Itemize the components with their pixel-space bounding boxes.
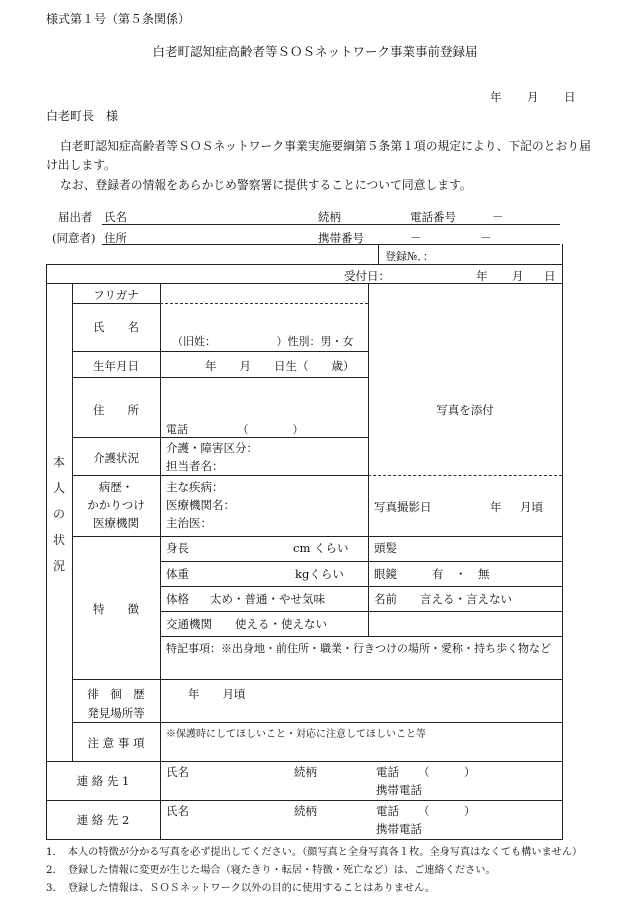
contact-2-mobile[interactable]: 携帯電話	[376, 822, 422, 836]
address-bottom	[72, 437, 368, 438]
form-title: 白老町認知症高齢者等ＳＯＳネットワーク事業事前登録届	[152, 44, 478, 59]
caution-bottom	[46, 761, 563, 762]
address-phone[interactable]: 電話 （ ）	[166, 423, 304, 436]
birth-label: 生年月日	[93, 359, 139, 373]
applicant-mobile-dash-2: －	[480, 231, 492, 245]
contact-2-label: 連 絡 先 2	[76, 813, 130, 827]
contact-2-relation[interactable]: 続柄	[294, 804, 317, 818]
contact-1-label: 連 絡 先 1	[76, 774, 130, 788]
name-bottom	[72, 351, 368, 352]
glasses-value[interactable]: 有 ・ 無	[432, 567, 490, 581]
photo-area[interactable]	[369, 284, 562, 474]
date-day: 日	[564, 90, 576, 104]
wander-bottom	[72, 722, 563, 723]
applicant-phone-label: 電話番号	[410, 210, 456, 224]
hair-label[interactable]: 頭髪	[374, 541, 397, 555]
care-line-2[interactable]: 担当者名：	[166, 459, 224, 473]
contact-2-phone[interactable]: 電話	[376, 804, 399, 818]
registration-number: 登録№．：	[385, 250, 434, 263]
height-bottom	[160, 561, 563, 562]
name-label: 氏 名	[93, 320, 139, 334]
intro-line-3: なお、登録者の情報をあらかじめ警察署に提供することについて同意します。	[60, 178, 472, 192]
build-label: 体格	[166, 592, 189, 606]
height-label: 身長	[166, 541, 189, 555]
medical-label-2: かかりつけ	[87, 498, 145, 512]
footnote-2: 2． 登録した情報に変更が生じた場合（寝たきり・転居・特徴・死亡など）は、ご連絡ください。	[46, 865, 496, 876]
wander-label-1: 徘 徊 歴	[87, 687, 145, 701]
received-month: 月	[512, 269, 524, 283]
care-bottom	[72, 475, 368, 476]
form-id: 様式第１号（第５条関係）	[46, 12, 191, 26]
applicant-phone-dash: －	[492, 210, 504, 224]
received-label: 受付日：	[344, 269, 390, 283]
received-day: 日	[544, 269, 556, 283]
transit-bottom	[160, 636, 563, 637]
furigana-bottom	[72, 303, 160, 304]
medical-bottom	[72, 536, 563, 537]
reg-box-right	[562, 244, 563, 264]
reg-box-left	[378, 244, 379, 264]
applicant-name-line[interactable]	[102, 224, 560, 225]
medical-label-3: 医療機関	[93, 516, 139, 530]
photo-date-label: 写真撮影日	[374, 500, 432, 514]
intro-line-2: け出します。	[46, 158, 116, 172]
weight-label: 体重	[166, 567, 189, 581]
contact-1-mobile[interactable]: 携帯電話	[376, 783, 422, 797]
features-notes[interactable]: 特記事項：※出身地・前住所・職業・行きつけの場所・愛称・持ち歩く物など	[166, 642, 551, 655]
features-bottom	[72, 679, 563, 680]
contact-1-paren[interactable]: （ ）	[418, 765, 476, 779]
medical-label-1: 病歴・	[98, 480, 134, 494]
name-value[interactable]: （旧姓： ）性別：男・女	[172, 335, 354, 348]
furigana-input[interactable]	[162, 284, 366, 302]
name-say-value[interactable]: 言える・言えない	[420, 592, 512, 606]
photo-month[interactable]: 月頃	[520, 500, 543, 514]
contact-1-bottom	[46, 800, 563, 801]
wander-label-2: 発見場所等	[87, 706, 145, 720]
transit-value[interactable]: 使える・使えない	[235, 617, 327, 631]
applicant-mobile-label: 携帯番号	[318, 231, 364, 245]
applicant-relation-label: 続柄	[318, 210, 341, 224]
table-top	[46, 264, 563, 265]
medical-line-2[interactable]: 医療機関名：	[166, 498, 235, 512]
section-label: 本 人 の 状 況	[52, 455, 65, 573]
caution-label: 注 意 事 項	[87, 736, 145, 750]
contact-1-phone[interactable]: 電話	[376, 765, 399, 779]
birth-bottom	[72, 377, 368, 378]
applicant-address-line[interactable]	[102, 244, 560, 245]
caution-value[interactable]: ※保護時にしてほしいこと・対応に注意してほしいこと等	[166, 729, 426, 740]
applicant-name-label: 氏名	[104, 210, 127, 224]
contact-2-paren[interactable]: （ ）	[418, 804, 476, 818]
contact-1-name[interactable]: 氏名	[166, 765, 189, 779]
photo-label: 写真を添付	[436, 403, 494, 417]
addressee: 白老町長 様	[46, 109, 119, 123]
consenter-label: (同意者)	[52, 231, 96, 245]
intro-line-1: 白老町認知症高齢者等ＳＯＳネットワーク事業実施要綱第５条第１項の規定により、下記のとおり届	[60, 139, 591, 153]
footnote-3: 3． 登録した情報は、ＳＯＳネットワーク以外の目的に使用することはありません。	[46, 883, 436, 894]
furigana-dash	[160, 303, 368, 304]
glasses-label: 眼鏡	[374, 567, 397, 581]
furigana-label: フリガナ	[93, 288, 139, 302]
footnote-1: 1． 本人の特徴が分かる写真を必ず提出してください。（顔写真と全身写真各１枚。全身写真はなくても構いません）	[46, 847, 583, 858]
name-say-label: 名前	[374, 592, 397, 606]
table-right	[562, 264, 563, 839]
features-label: 特 徴	[93, 602, 139, 616]
medical-line-3[interactable]: 主治医：	[166, 516, 212, 530]
height-unit[interactable]: cm くらい	[293, 541, 349, 555]
wander-value[interactable]: 年 月頃	[188, 687, 246, 701]
weight-unit[interactable]: kgくらい	[295, 567, 344, 581]
received-year: 年	[476, 269, 488, 283]
applicant-address-label: 住所	[104, 231, 127, 245]
photo-dash	[368, 475, 562, 476]
photo-year[interactable]: 年	[490, 500, 502, 514]
applicant-label: 届出者	[58, 210, 93, 224]
table-bottom	[46, 839, 563, 840]
birth-value[interactable]: 年 月 日生（ 歳）	[205, 359, 355, 373]
care-line-1[interactable]: 介護・障害区分：	[166, 441, 258, 455]
build-value[interactable]: 太め・普通・やせ気味	[210, 592, 325, 606]
contact-2-name[interactable]: 氏名	[166, 804, 189, 818]
weight-bottom	[160, 586, 563, 587]
date-month: 月	[527, 90, 539, 104]
address-label: 住 所	[93, 403, 139, 417]
medical-line-1[interactable]: 主な疾病：	[166, 480, 224, 494]
date-year: 年	[490, 90, 502, 104]
build-bottom	[160, 611, 563, 612]
care-label: 介護状況	[93, 451, 139, 465]
transit-label: 交通機関	[166, 617, 212, 631]
applicant-mobile-dash-1: －	[410, 231, 422, 245]
table-left	[46, 264, 47, 839]
contact-1-relation[interactable]: 続柄	[294, 765, 317, 779]
